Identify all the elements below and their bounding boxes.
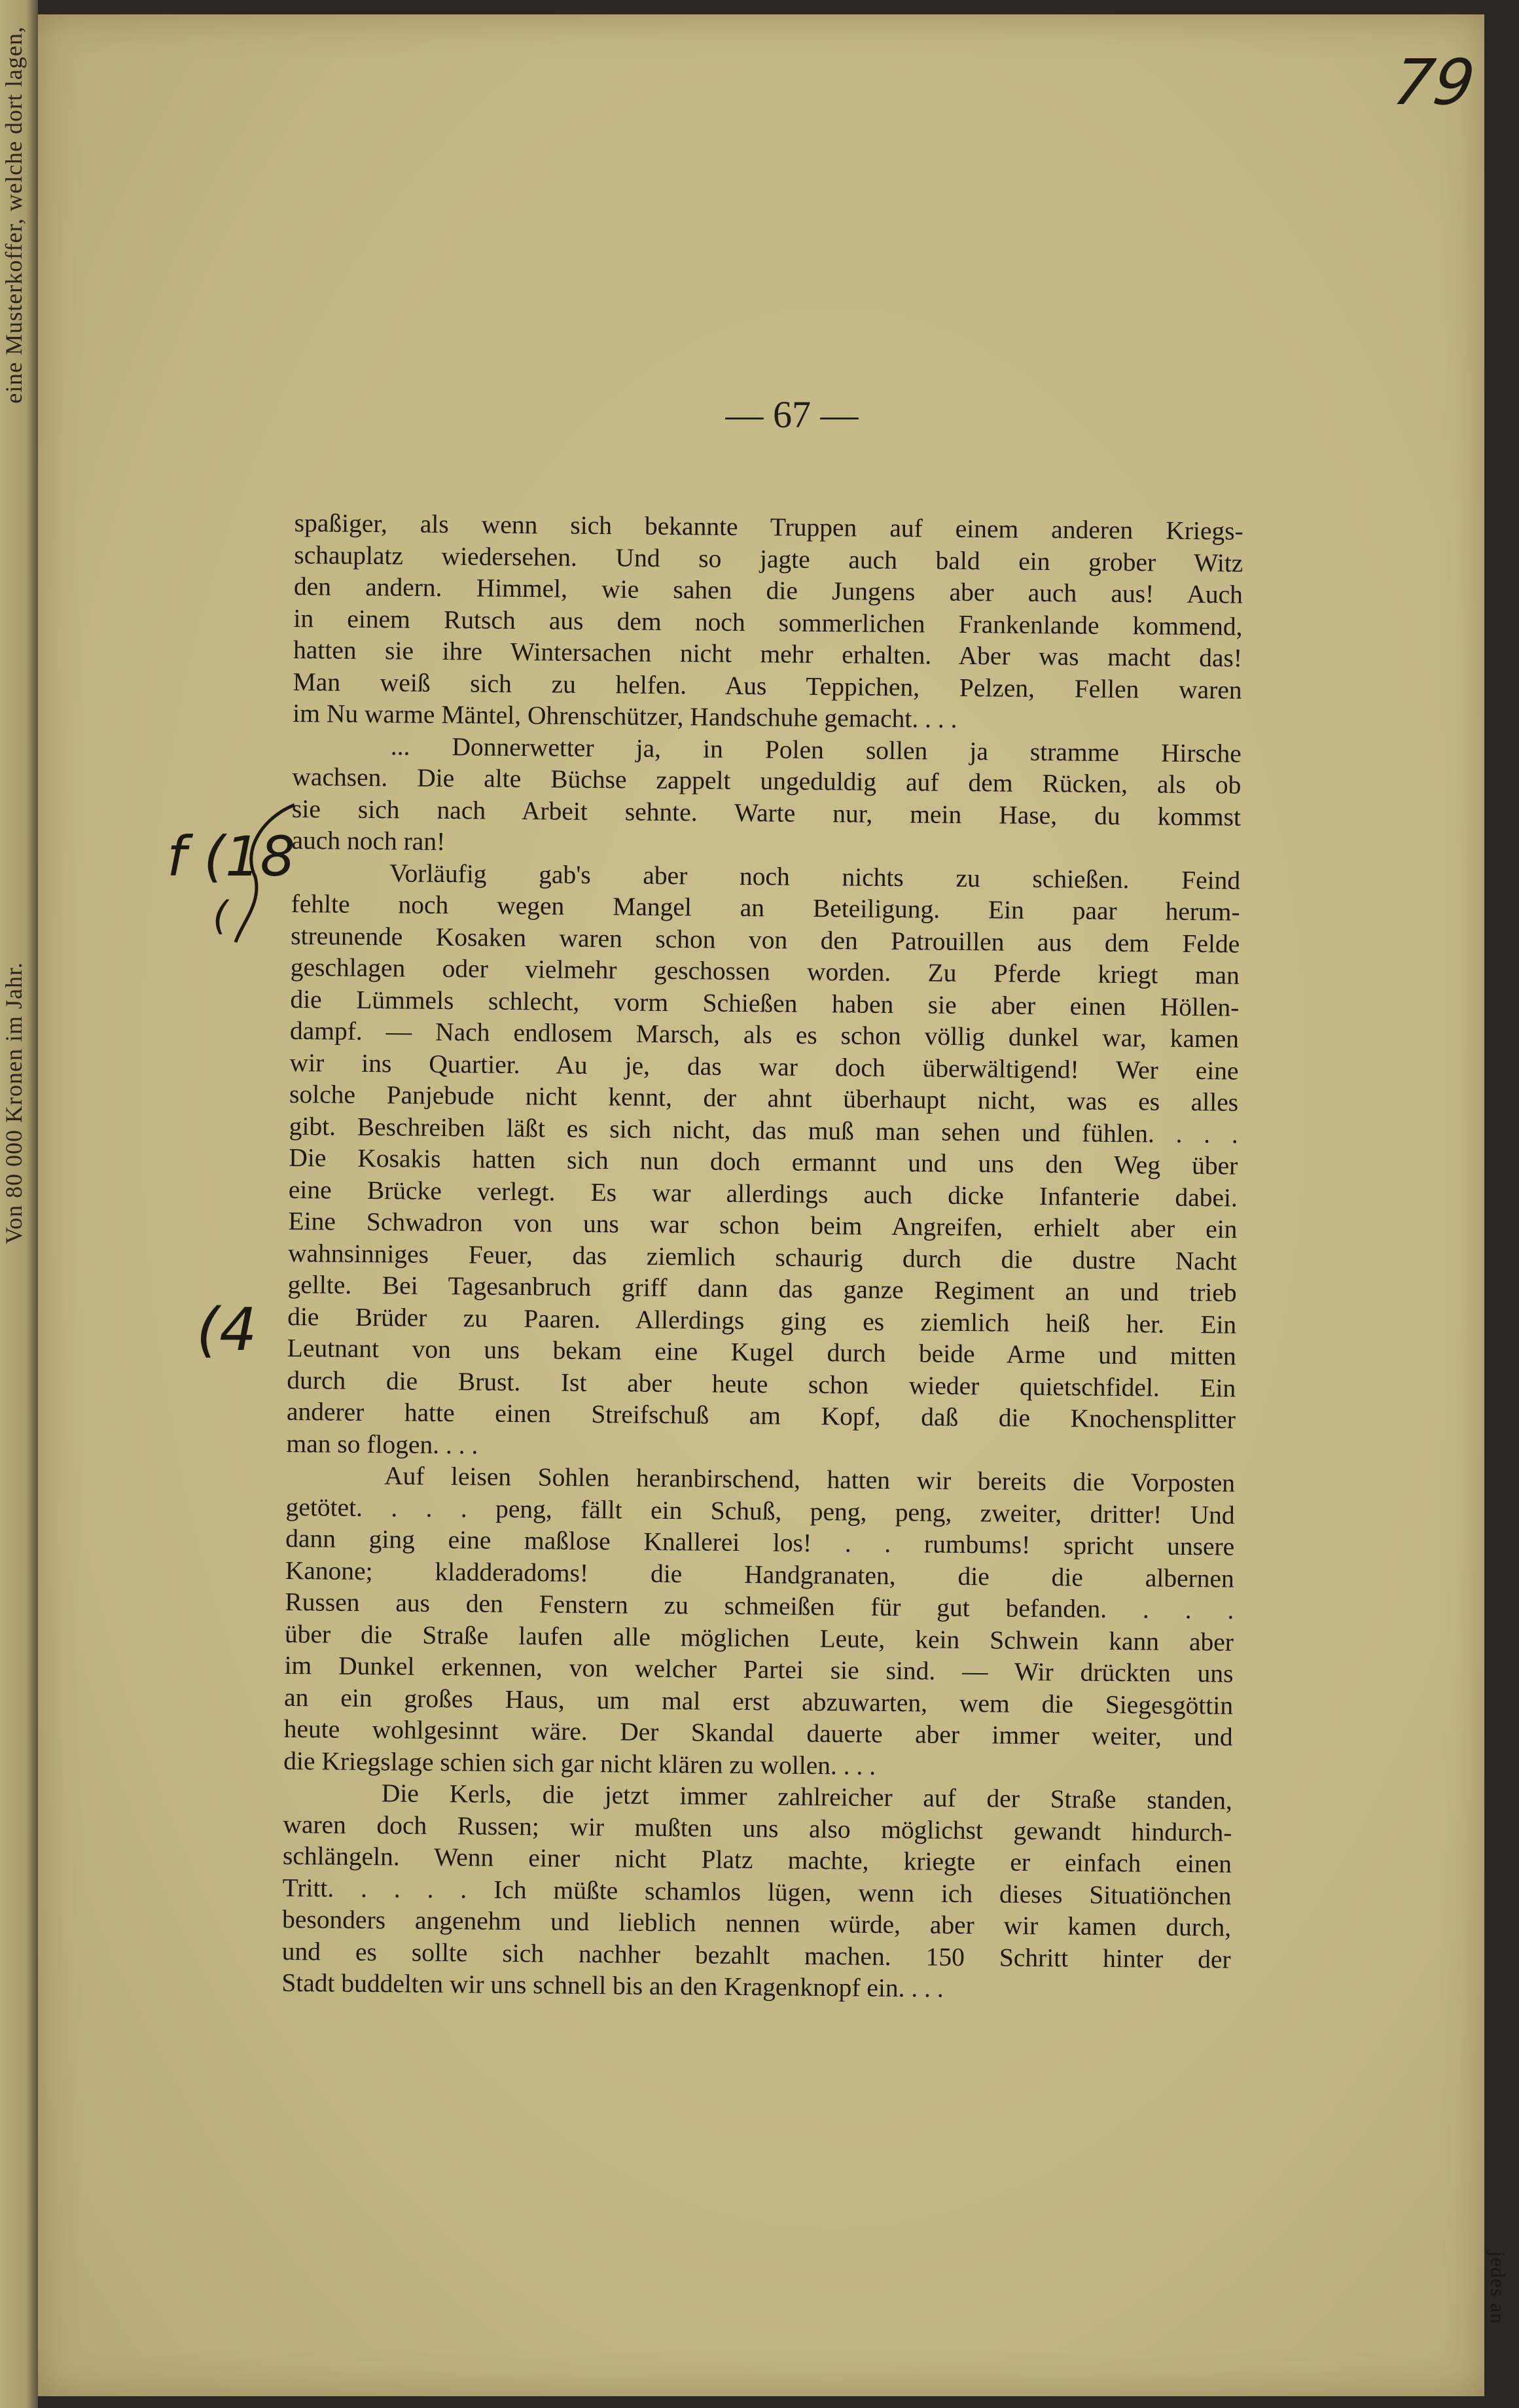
paragraph-1 [293, 507, 1243, 737]
paragraph-3 [286, 856, 1240, 1467]
margin-annotation-2: ( [213, 893, 228, 939]
text-line: schlängeln. Wenn einer nicht Platz machte, kriegte er einfach einen [282, 1841, 1232, 1879]
handwritten-page-number: 79 [1389, 46, 1480, 119]
text-line: Die Kosakis hatten sich nun doch ermannt und uns den Weg über [289, 1142, 1238, 1180]
body-text [281, 507, 1243, 2007]
text-line: Man weiß sich zu helfen. Aus Teppichen, Pelzen, Fellen waren [293, 667, 1242, 705]
text-line: anderer hatte einen Streifschuß am Kopf, daß die Knochensplitter [286, 1396, 1236, 1434]
right-margin-text-bottom: jedes an [1486, 2251, 1510, 2324]
text-line: geschlagen oder vielmehr geschossen worden. Zu Pferde kriegt man [290, 952, 1240, 990]
printed-page-number: — 67 — [725, 393, 859, 436]
text-line: durch die Brust. Ist aber heute schon wieder quietschfidel. Ein [287, 1365, 1236, 1403]
text-line: hatten sie ihre Wintersachen nicht mehr erhalten. Aber was macht das! [293, 635, 1243, 673]
paragraph-2 [291, 729, 1242, 864]
text-line: gibt. Beschreiben läßt es sich nicht, das muß man sehen und fühlen. . . . [289, 1111, 1238, 1149]
text-line: gellte. Bei Tagesanbruch griff dann das ganze Regiment an und trieb [287, 1269, 1237, 1307]
text-line: wir ins Quartier. Au je, das war doch überwältigend! Wer eine [289, 1048, 1239, 1086]
text-line: über die Straße laufen alle möglichen Leute, kein Schwein kann aber [284, 1619, 1234, 1657]
text-line: wachsen. Die alte Büchse zappelt ungeduldig auf dem Rücken, als ob [292, 762, 1242, 800]
text-line: getötet. . . . peng, fällt ein Schuß, peng, peng, zweiter, dritter! Und [285, 1492, 1235, 1530]
left-margin-text-middle: Von 80 000 Kronen im Jahr. [1, 962, 27, 1245]
text-line: Vorläufig gab's aber noch nichts zu schießen. Feind [389, 858, 1241, 895]
text-line: dann ging eine maßlose Knallerei los! . . rumbums! spricht unsere [285, 1523, 1235, 1561]
paragraph-4 [283, 1459, 1235, 1785]
text-line: Tritt. . . . . Ich müßte schamlos lügen, wenn ich dieses Situatiönchen [282, 1873, 1232, 1911]
text-line: eine Brücke verlegt. Es war allerdings auch dicke Infanterie dabei. [288, 1175, 1238, 1213]
text-line: waren doch Russen; wir mußten uns also möglichst gewandt hindurch- [283, 1809, 1232, 1847]
text-line: besonders angenehm und lieblich nennen würde, aber wir kamen durch, [281, 1904, 1232, 1942]
margin-annotation-1: f (18 [167, 824, 295, 889]
text-line: Eine Schwadron von uns war schon beim Angreifen, erhielt aber ein [288, 1206, 1238, 1244]
paragraph-5 [281, 1777, 1232, 2007]
text-line: spaßiger, als wenn sich bekannte Truppen auf einem anderen Kriegs- [294, 508, 1243, 546]
left-margin-text-top: eine Musterkoffer, welche dort lagen, [1, 26, 27, 404]
text-line: die Lümmels schlecht, vorm Schießen haben sie aber einen Höllen- [290, 984, 1240, 1022]
text-line: Stadt buddelten wir uns schnell bis an den Kragenknopf ein. . . . [281, 1968, 944, 2003]
text-line: ... Donnerwetter ja, in Polen sollen ja stramme Hirsche [390, 731, 1242, 768]
text-line: die Kriegslage schien sich gar nicht klären zu wollen. . . . [283, 1746, 876, 1780]
text-line: im Nu warme Mäntel, Ohrenschützer, Handschuhe gemacht. . . . [293, 698, 957, 734]
text-line: solche Panjebude nicht kennt, der ahnt überhaupt nicht, was es alles [289, 1079, 1239, 1117]
text-line: wahnsinniges Feuer, das ziemlich schaurig durch die dustre Nacht [287, 1238, 1238, 1276]
margin-annotation-3: (4 [196, 1296, 257, 1364]
text-line: und es sollte sich nachher bezahlt machen. 150 Schritt hinter der [281, 1936, 1231, 1974]
text-line: heute wohlgesinnt wäre. Der Skandal dauerte aber immer weiter, und [283, 1714, 1233, 1752]
text-line: an ein großes Haus, um mal erst abzuwarten, wem die Siegesgöttin [283, 1682, 1234, 1720]
text-line: Auf leisen Sohlen heranbirschend, hatten wir bereits die Vorposten [384, 1461, 1236, 1498]
text-line: schauplatz wiedersehen. Und so jagte auch bald ein grober Witz [294, 540, 1243, 578]
text-line: sie sich nach Arbeit sehnte. Warte nur, mein Hase, du kommst [291, 794, 1242, 832]
text-line: auch noch ran! [291, 825, 446, 857]
text-line: in einem Rutsch aus dem noch sommerlichen Frankenlande kommend, [293, 603, 1243, 641]
text-line: dampf. — Nach endlosem Marsch, als es schon völlig dunkel war, kamen [289, 1016, 1240, 1054]
text-line: Die Kerls, die jetzt immer zahlreicher auf der Straße standen, [381, 1779, 1232, 1815]
text-line: Kanone; kladderadoms! die Handgranaten, die die albernen [285, 1555, 1234, 1593]
text-line: man so flogen. . . . [286, 1428, 478, 1460]
text-line: Leutnant von uns bekam eine Kugel durch beide Arme und mitten [287, 1333, 1236, 1371]
text-line: fehlte noch wegen Mangel an Beteiligung. Ein paar herum- [291, 889, 1240, 927]
text-line: den andern. Himmel, wie sahen die Jungens aber auch aus! Auch [293, 571, 1243, 609]
text-line: die Brüder zu Paaren. Allerdings ging es ziemlich heiß her. Ein [287, 1301, 1237, 1339]
text-line: streunende Kosaken waren schon von den Patrouillen aus dem Felde [291, 921, 1240, 959]
text-line: im Dunkel erkennen, von welcher Partei sie sind. — Wir drückten uns [284, 1650, 1234, 1688]
text-line: Russen aus den Fenstern zu schmeißen für gut befanden. . . . [285, 1587, 1234, 1625]
